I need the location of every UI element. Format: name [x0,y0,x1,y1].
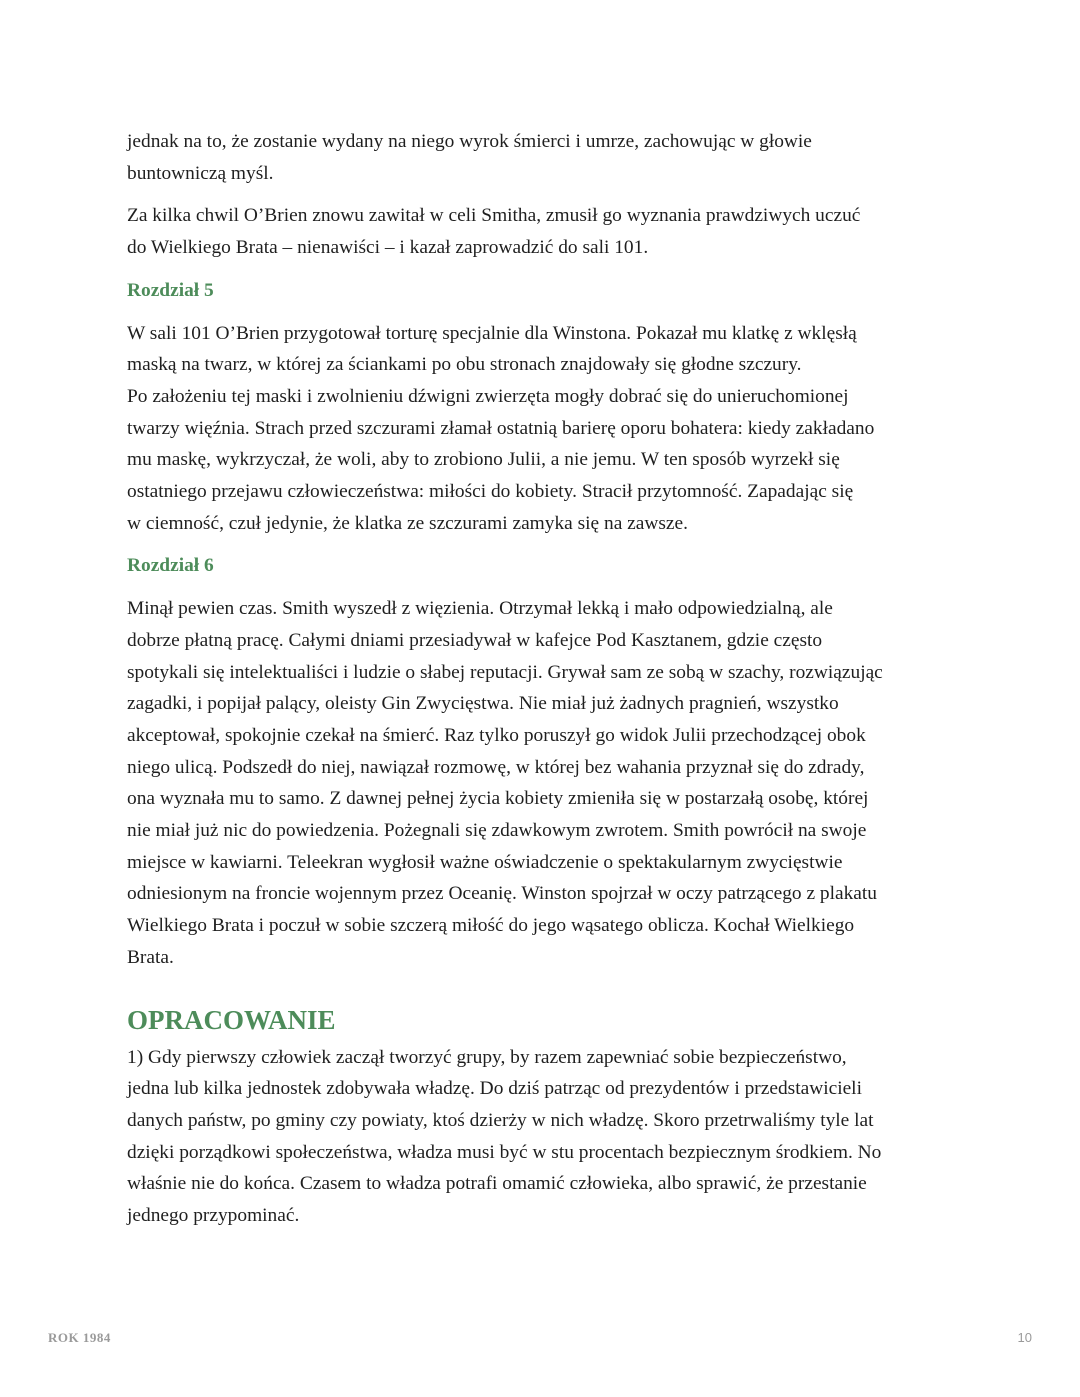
document-body [127,126,959,1243]
footer-page-number: 10 [1017,1330,1032,1345]
paragraph-intro-2: Za kilka chwil O’Brien znowu zawitał w celi Smitha, zmusił go wyznania prawdziwych uczuć do Wielkiego Brata – nienawiści – i kazał zaprowadzić do sali 101. [127,205,861,259]
paragraph-intro-1: jednak na to, że zostanie wydany na niego wyrok śmierci i umrze, zachowując w głowie buntowniczą myśl. [127,131,812,184]
chapter-5-heading: Rozdział 5 [127,279,214,301]
footer-book-title: ROK 1984 [48,1330,111,1345]
chapter-5-paragraph: W sali 101 O’Brien przygotował torturę specjalnie dla Winstona. Pokazał mu klatkę z wklęsłą maską na twarz, w której za ściankami po obu stronach znajdowały się głodne szczury. Po założeniu tej maski i zwolnieniu dźwigni zwierzęta mogły dobrać się do unieruchomionej twarzy więźnia. Strach przed szczurami złamał ostatnią barierę oporu bohatera: kiedy zakładano mu maskę, wykrzyczał, że woli, aby to zrobiono Julii, a nie jemu. W ten sposób wyrzekł się ostatniego przejawu człowieczeństwa: miłości do kobiety. Stracił przytomność. Zapadając się w ciemność, czuł jedynie, że klatka ze szczurami zamyka się na zawsze. [127,322,875,534]
section-paragraph: 1) Gdy pierwszy człowiek zaczął tworzyć grupy, by razem zapewniać sobie bezpieczeństwo, jedna lub kilka jednostek zdobywała władzę. Do dziś patrząc od prezydentów i przedstawicieli danych państw, po gminy czy powiaty, ktoś dzierży w nich władzę. Skoro przetrwaliśmy tyle lat dzięki porządkowi społeczeństwa, władza musi być w stu procentach bezpiecznym środkiem. No właśnie nie do końca. Czasem to władza potrafi omamić człowieka, albo sprawić, że przestanie jednego przypominać. [127,1046,882,1227]
chapter-6-paragraph: Minął pewien czas. Smith wyszedł z więzienia. Otrzymał lekką i mało odpowiedzialną, ale dobrze płatną pracę. Całymi dniami przesiadywał w kafejce Pod Kasztanem, gdzie często spotykali się intelektualiści i ludzie o słabej reputacji. Grywał sam ze sobą w szachy, rozwiązując zagadki, i popijał palący, oleisty Gin Zwycięstwa. Nie miał już żadnych pragnień, wszystko akceptował, spokojnie czekał na śmierć. Raz tylko poruszył go widok Julii przechodzącej obok niego ulicą. Podszedł do niej, nawiązał rozmowę, w której bez wahania przyznał się do zdrady, ona wyznała mu to samo. Z dawnej pełnej życia kobiety zmieniła się w postarzałą osobę, której nie miał już nic do powiedzenia. Pożegnali się zdawkowym zwrotem. Smith powrócił na swoje miejsce w kawiarni. Teleekran wygłosił ważne oświadczenie o spektakularnym zwycięstwie odniesionym na froncie wojennym przez Oceanię. Winston spojrzał w oczy patrzącego z plakatu Wielkiego Brata i poczuł w sobie szczerą miłość do jego wąsatego oblicza. Kochał Wielkiego Brata. [127,598,883,968]
chapter-6-heading: Rozdział 6 [127,555,214,577]
section-heading-opracowanie: OPRACOWANIE [127,1004,336,1035]
